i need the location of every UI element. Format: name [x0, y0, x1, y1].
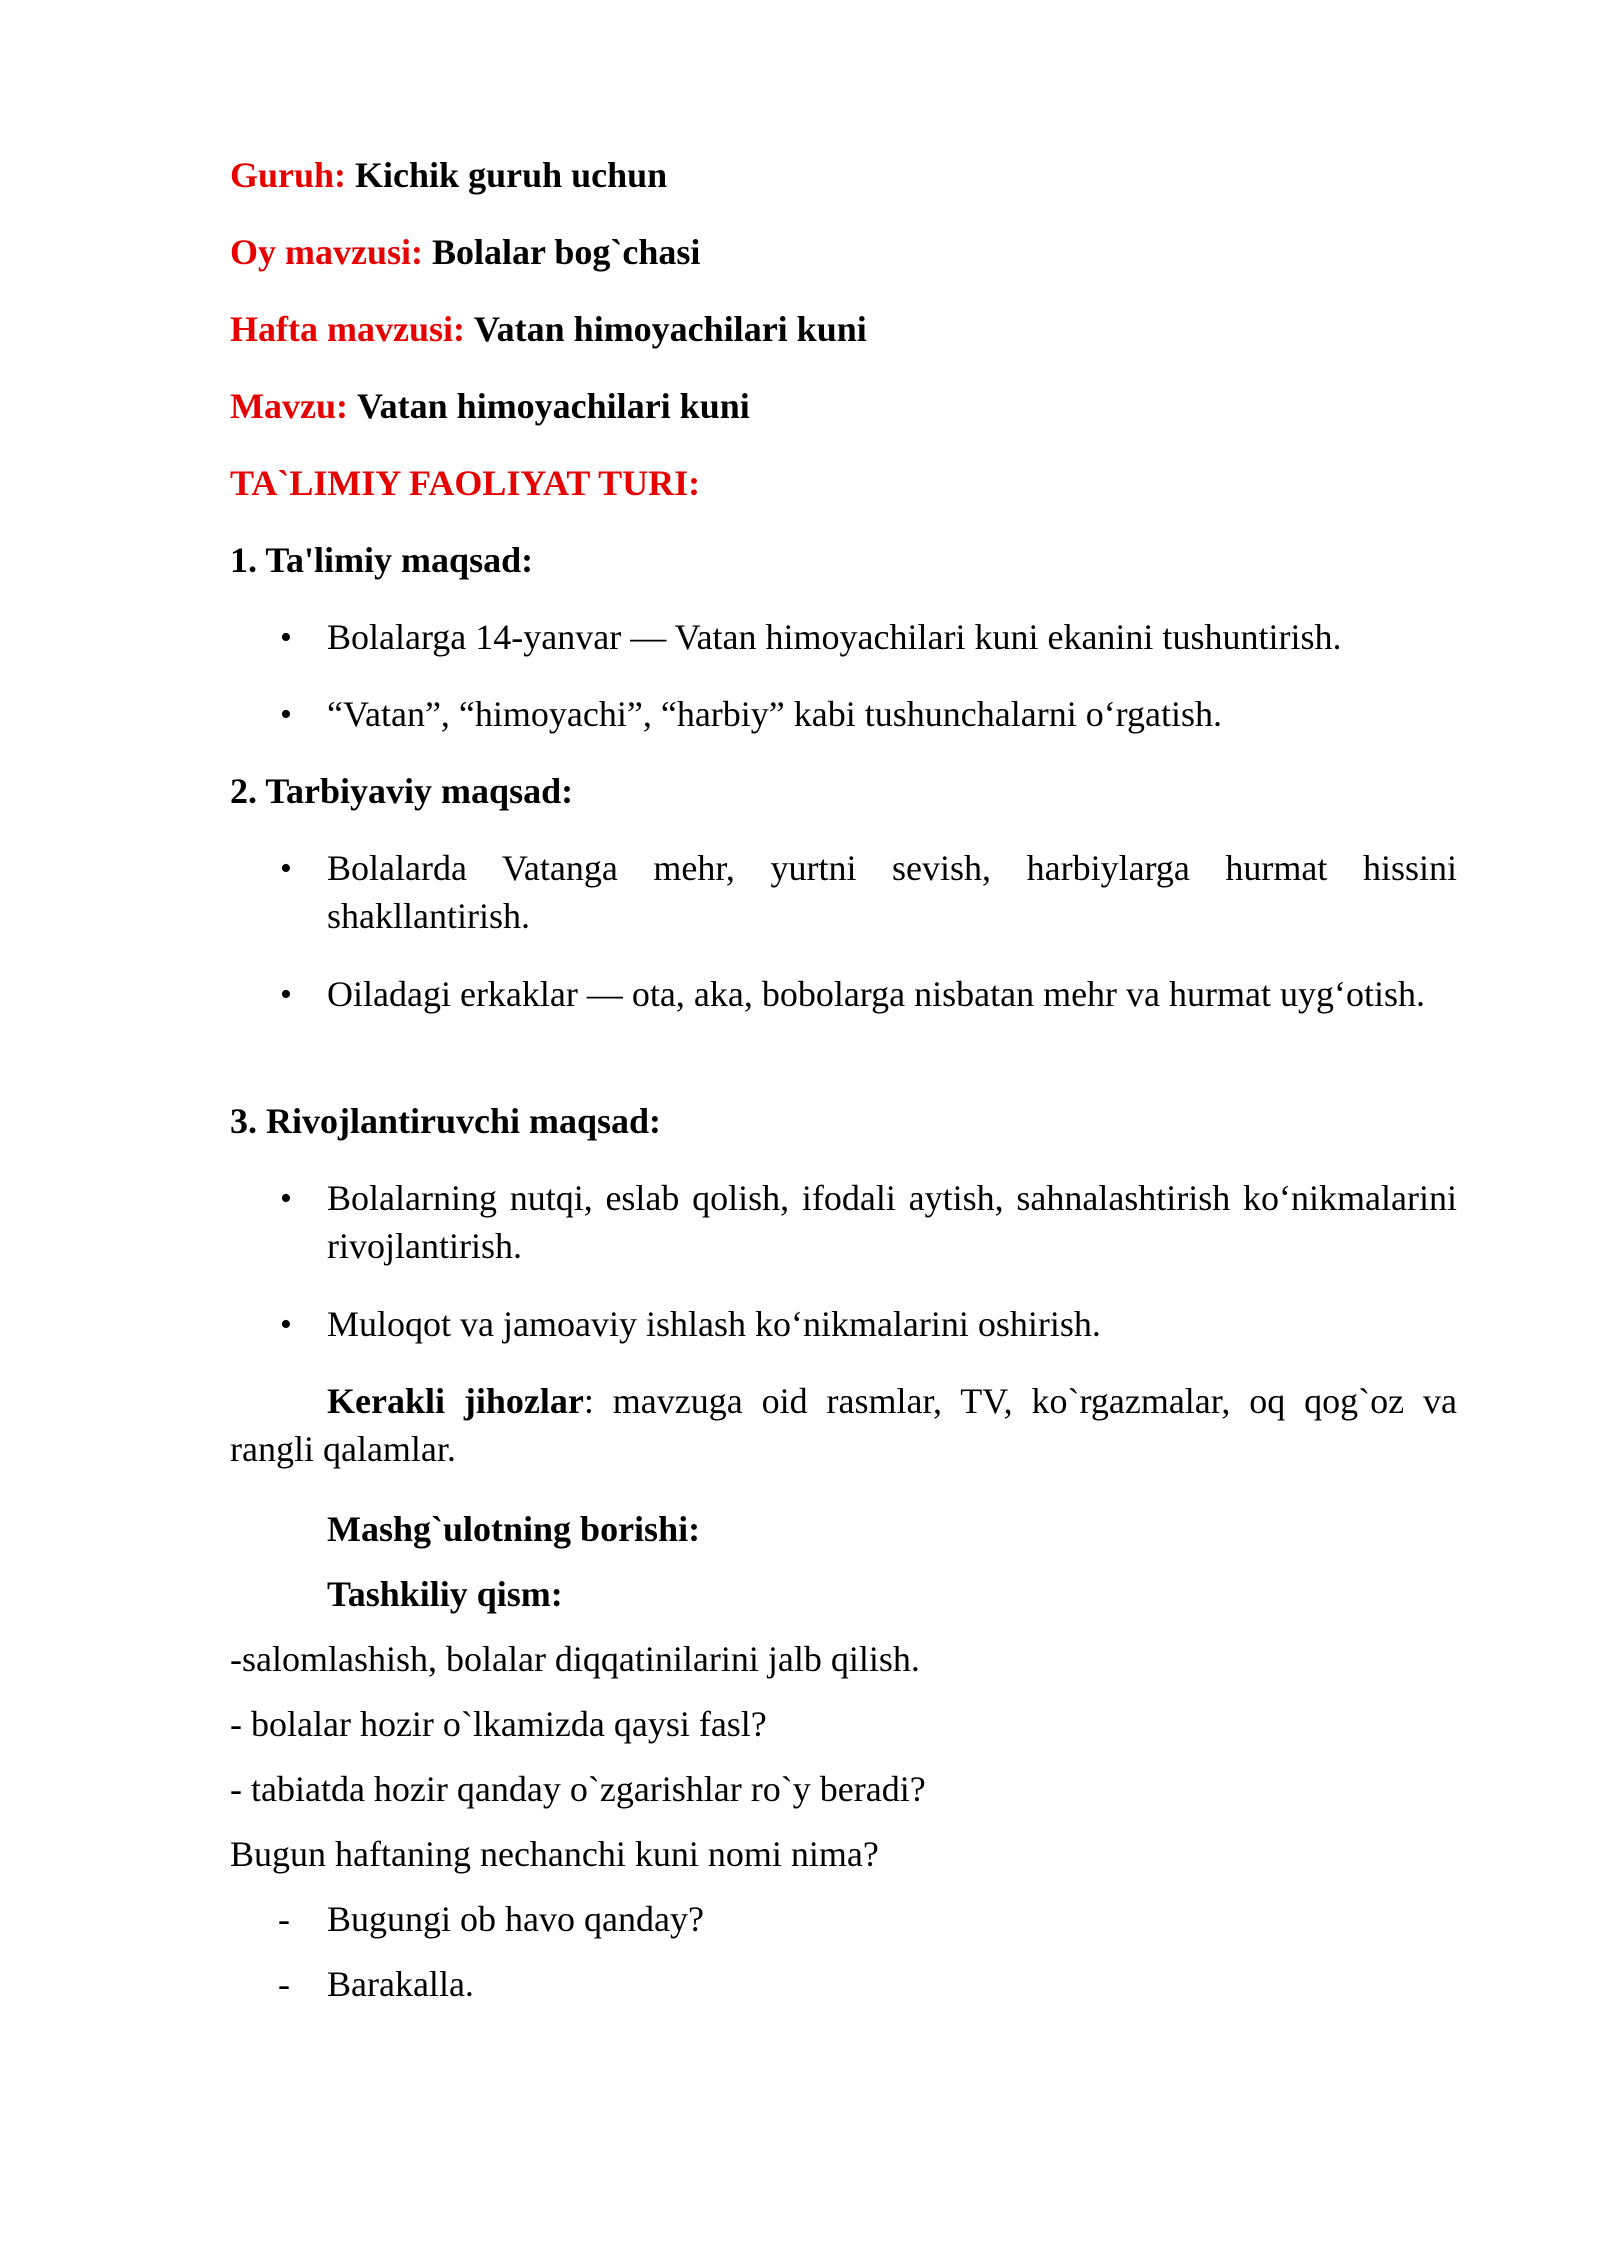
month-topic-line: [230, 228, 700, 276]
equipment-label: Kerakli jihozlar: [327, 1381, 584, 1421]
dash-item: Barakalla.: [327, 1964, 474, 2004]
dash-item: Bugungi ob havo qanday?: [327, 1899, 704, 1939]
goal-item: Bolalarning nutqi, eslab qolish, ifodali aytish, sahnalashtirish ko‘nikmalarini rivojlantirish.: [327, 1178, 1457, 1266]
goal-heading-educational: 1. Ta'limiy maqsad:: [230, 540, 534, 580]
procedure-line: - tabiatda hozir qanday o`zgarishlar ro`y beradi?: [230, 1769, 926, 1809]
week-topic-label: Hafta mavzusi:: [230, 309, 465, 349]
procedure-heading: Mashg`ulotning borishi:: [327, 1509, 701, 1549]
bullet-icon: •: [280, 619, 292, 656]
topic-line: [230, 382, 750, 430]
week-topic-value: Vatan himoyachilari kuni: [473, 309, 867, 349]
group-line: [230, 151, 667, 199]
group-value: Kichik guruh uchun: [355, 155, 668, 195]
goal-item: Bolalarga 14-yanvar — Vatan himoyachilari kuni ekanini tushuntirish.: [327, 617, 1342, 657]
topic-value: Vatan himoyachilari kuni: [356, 386, 750, 426]
bullet-icon: •: [280, 850, 292, 887]
activity-type-heading: TA`LIMIY FAOLIYAT TURI:: [230, 463, 701, 503]
bullet-icon: •: [280, 696, 292, 733]
bullet-icon: •: [280, 976, 292, 1013]
goal-item: “Vatan”, “himoyachi”, “harbiy” kabi tushunchalarni o‘rgatish.: [327, 694, 1223, 734]
month-topic-label: Oy mavzusi:: [230, 232, 423, 272]
month-topic-value: Bolalar bog`chasi: [432, 232, 701, 272]
bullet-icon: •: [280, 1180, 292, 1217]
equipment-text: : mavzuga oid rasmlar, TV, ko`rgazmalar, oq qog`oz va rangli qalamlar.: [230, 1381, 1457, 1469]
procedure-line: - bolalar hozir o`lkamizda qaysi fasl?: [230, 1704, 767, 1744]
equipment-paragraph: [230, 1377, 1457, 1473]
goal-item: Oiladagi erkaklar — ota, aka, bobolarga nisbatan mehr va hurmat uyg‘otish.: [327, 974, 1425, 1014]
goal-item: Bolalarda Vatanga mehr, yurtni sevish, harbiylarga hurmat hissini shakllantirish.: [327, 848, 1457, 936]
goal-heading-upbringing: 2. Tarbiyaviy maqsad:: [230, 771, 574, 811]
organizational-part-heading: Tashkiliy qism:: [327, 1574, 563, 1614]
procedure-line: -salomlashish, bolalar diqqatinilarini jalb qilish.: [230, 1639, 920, 1679]
dash-marker: -: [278, 1899, 290, 1939]
goal-heading-developmental: 3. Rivojlantiruvchi maqsad:: [230, 1101, 662, 1141]
topic-label: Mavzu:: [230, 386, 348, 426]
procedure-line: Bugun haftaning nechanchi kuni nomi nima?: [230, 1834, 879, 1874]
bullet-icon: •: [280, 1306, 292, 1343]
group-label: Guruh:: [230, 155, 347, 195]
goal-item: Muloqot va jamoaviy ishlash ko‘nikmalarini oshirish.: [327, 1304, 1101, 1344]
dash-marker: -: [278, 1964, 290, 2004]
week-topic-line: [230, 305, 867, 353]
